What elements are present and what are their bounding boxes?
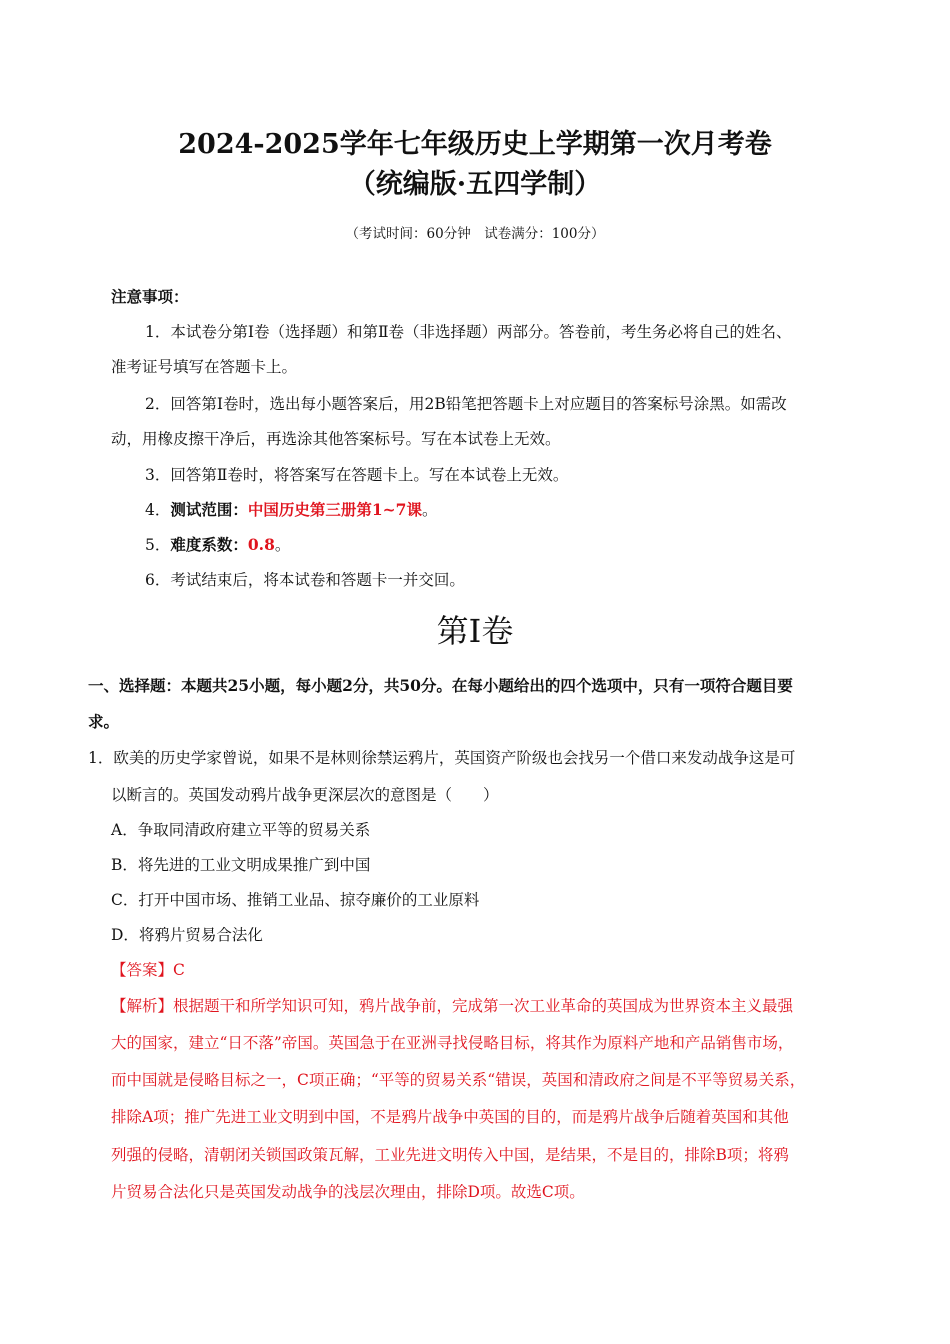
note-item-2-line-1: 2．回答第Ⅰ卷时，选出每小题答案后，用2B铅笔把答题卡上对应题目的答案标号涂黑。如需改 — [145, 395, 787, 413]
question-1-analysis-line-3: 而中国就是侵略目标之一，C项正确；“平等的贸易关系“错误，英国和清政府之间是不平等贸易关系， — [111, 1071, 806, 1089]
section-instruction-line-2: 求。 — [88, 712, 120, 731]
difficulty-value: 0.8 — [247, 535, 275, 554]
note-item-6: 6．考试结束后，将本试卷和答题卡一并交回。 — [145, 571, 465, 589]
note-item-5-number: 5． — [145, 536, 171, 554]
note-item-4-end: 。 — [421, 501, 438, 519]
note-item-2-line-2: 动，用橡皮擦干净后，再选涂其他答案标号。写在本试卷上无效。 — [111, 430, 561, 448]
note-item-1-line-2: 准考证号填写在答题卡上。 — [111, 358, 298, 376]
question-1-stem-line-1: 1．欧美的历史学家曾说，如果不是林则徐禁运鸦片，英国资产阶级也会找另一个借口来发动战争这是可 — [88, 749, 796, 767]
difficulty-label: 难度系数： — [170, 535, 248, 554]
page-title: 2024-2025学年七年级历史上学期第一次月考卷 — [178, 129, 772, 160]
question-1-option-d: D．将鸦片贸易合法化 — [111, 926, 263, 944]
test-scope-label: 测试范围： — [170, 500, 248, 519]
note-item-4-number: 4． — [145, 501, 171, 519]
question-1-option-b: B．将先进的工业文明成果推广到中国 — [111, 856, 371, 874]
question-1-analysis-line-4: 排除A项；推广先进工业文明到中国，不是鸦片战争中英国的目的，而是鸦片战争后随着英国和其他 — [111, 1108, 789, 1126]
note-item-5 — [145, 535, 290, 555]
note-item-4 — [145, 500, 437, 520]
question-1-option-c: C．打开中国市场、推销工业品、掠夺廉价的工业原料 — [111, 891, 480, 909]
exam-info: （考试时间：60分钟 试卷满分：100分） — [345, 226, 605, 242]
question-1-analysis-line-6: 片贸易合法化只是英国发动战争的浅层次理由，排除D项。故选C项。 — [111, 1183, 585, 1201]
question-1-stem-line-2: 以断言的。英国发动鸦片战争更深层次的意图是（ ） — [111, 786, 499, 804]
page-subtitle: （统编版·五四学制） — [348, 169, 602, 200]
note-item-1-line-1: 1．本试卷分第Ⅰ卷（选择题）和第Ⅱ卷（非选择题）两部分。答卷前，考生务必将自己的姓名、 — [145, 323, 792, 341]
section-title: 第Ⅰ卷 — [436, 612, 514, 650]
question-1-analysis-line-2: 大的国家，建立“日不落”帝国。英国急于在亚洲寻找侵略目标，将其作为原料产地和产品销售市场， — [111, 1034, 794, 1052]
question-1-analysis-line-5: 列强的侵略，清朝闭关锁国政策瓦解，工业先进文明传入中国，是结果，不是目的，排除B项；将鸦 — [111, 1146, 789, 1164]
test-scope-value: 中国历史第三册第1~7课 — [247, 500, 422, 519]
section-instruction-line-1: 一、选择题：本题共25小题，每小题2分，共50分。在每小题给出的四个选项中，只有一项符合题目要 — [88, 676, 793, 695]
note-item-5-end: 。 — [274, 536, 291, 554]
note-item-3: 3．回答第Ⅱ卷时，将答案写在答题卡上。写在本试卷上无效。 — [145, 466, 569, 484]
question-1-option-a: A．争取同清政府建立平等的贸易关系 — [111, 821, 371, 839]
notes-heading: 注意事项： — [111, 287, 189, 306]
question-1-answer: 【答案】C — [111, 961, 185, 979]
question-1-analysis-line-1: 【解析】根据题干和所学知识可知，鸦片战争前，完成第一次工业革命的英国成为世界资本主义最强 — [111, 997, 794, 1015]
